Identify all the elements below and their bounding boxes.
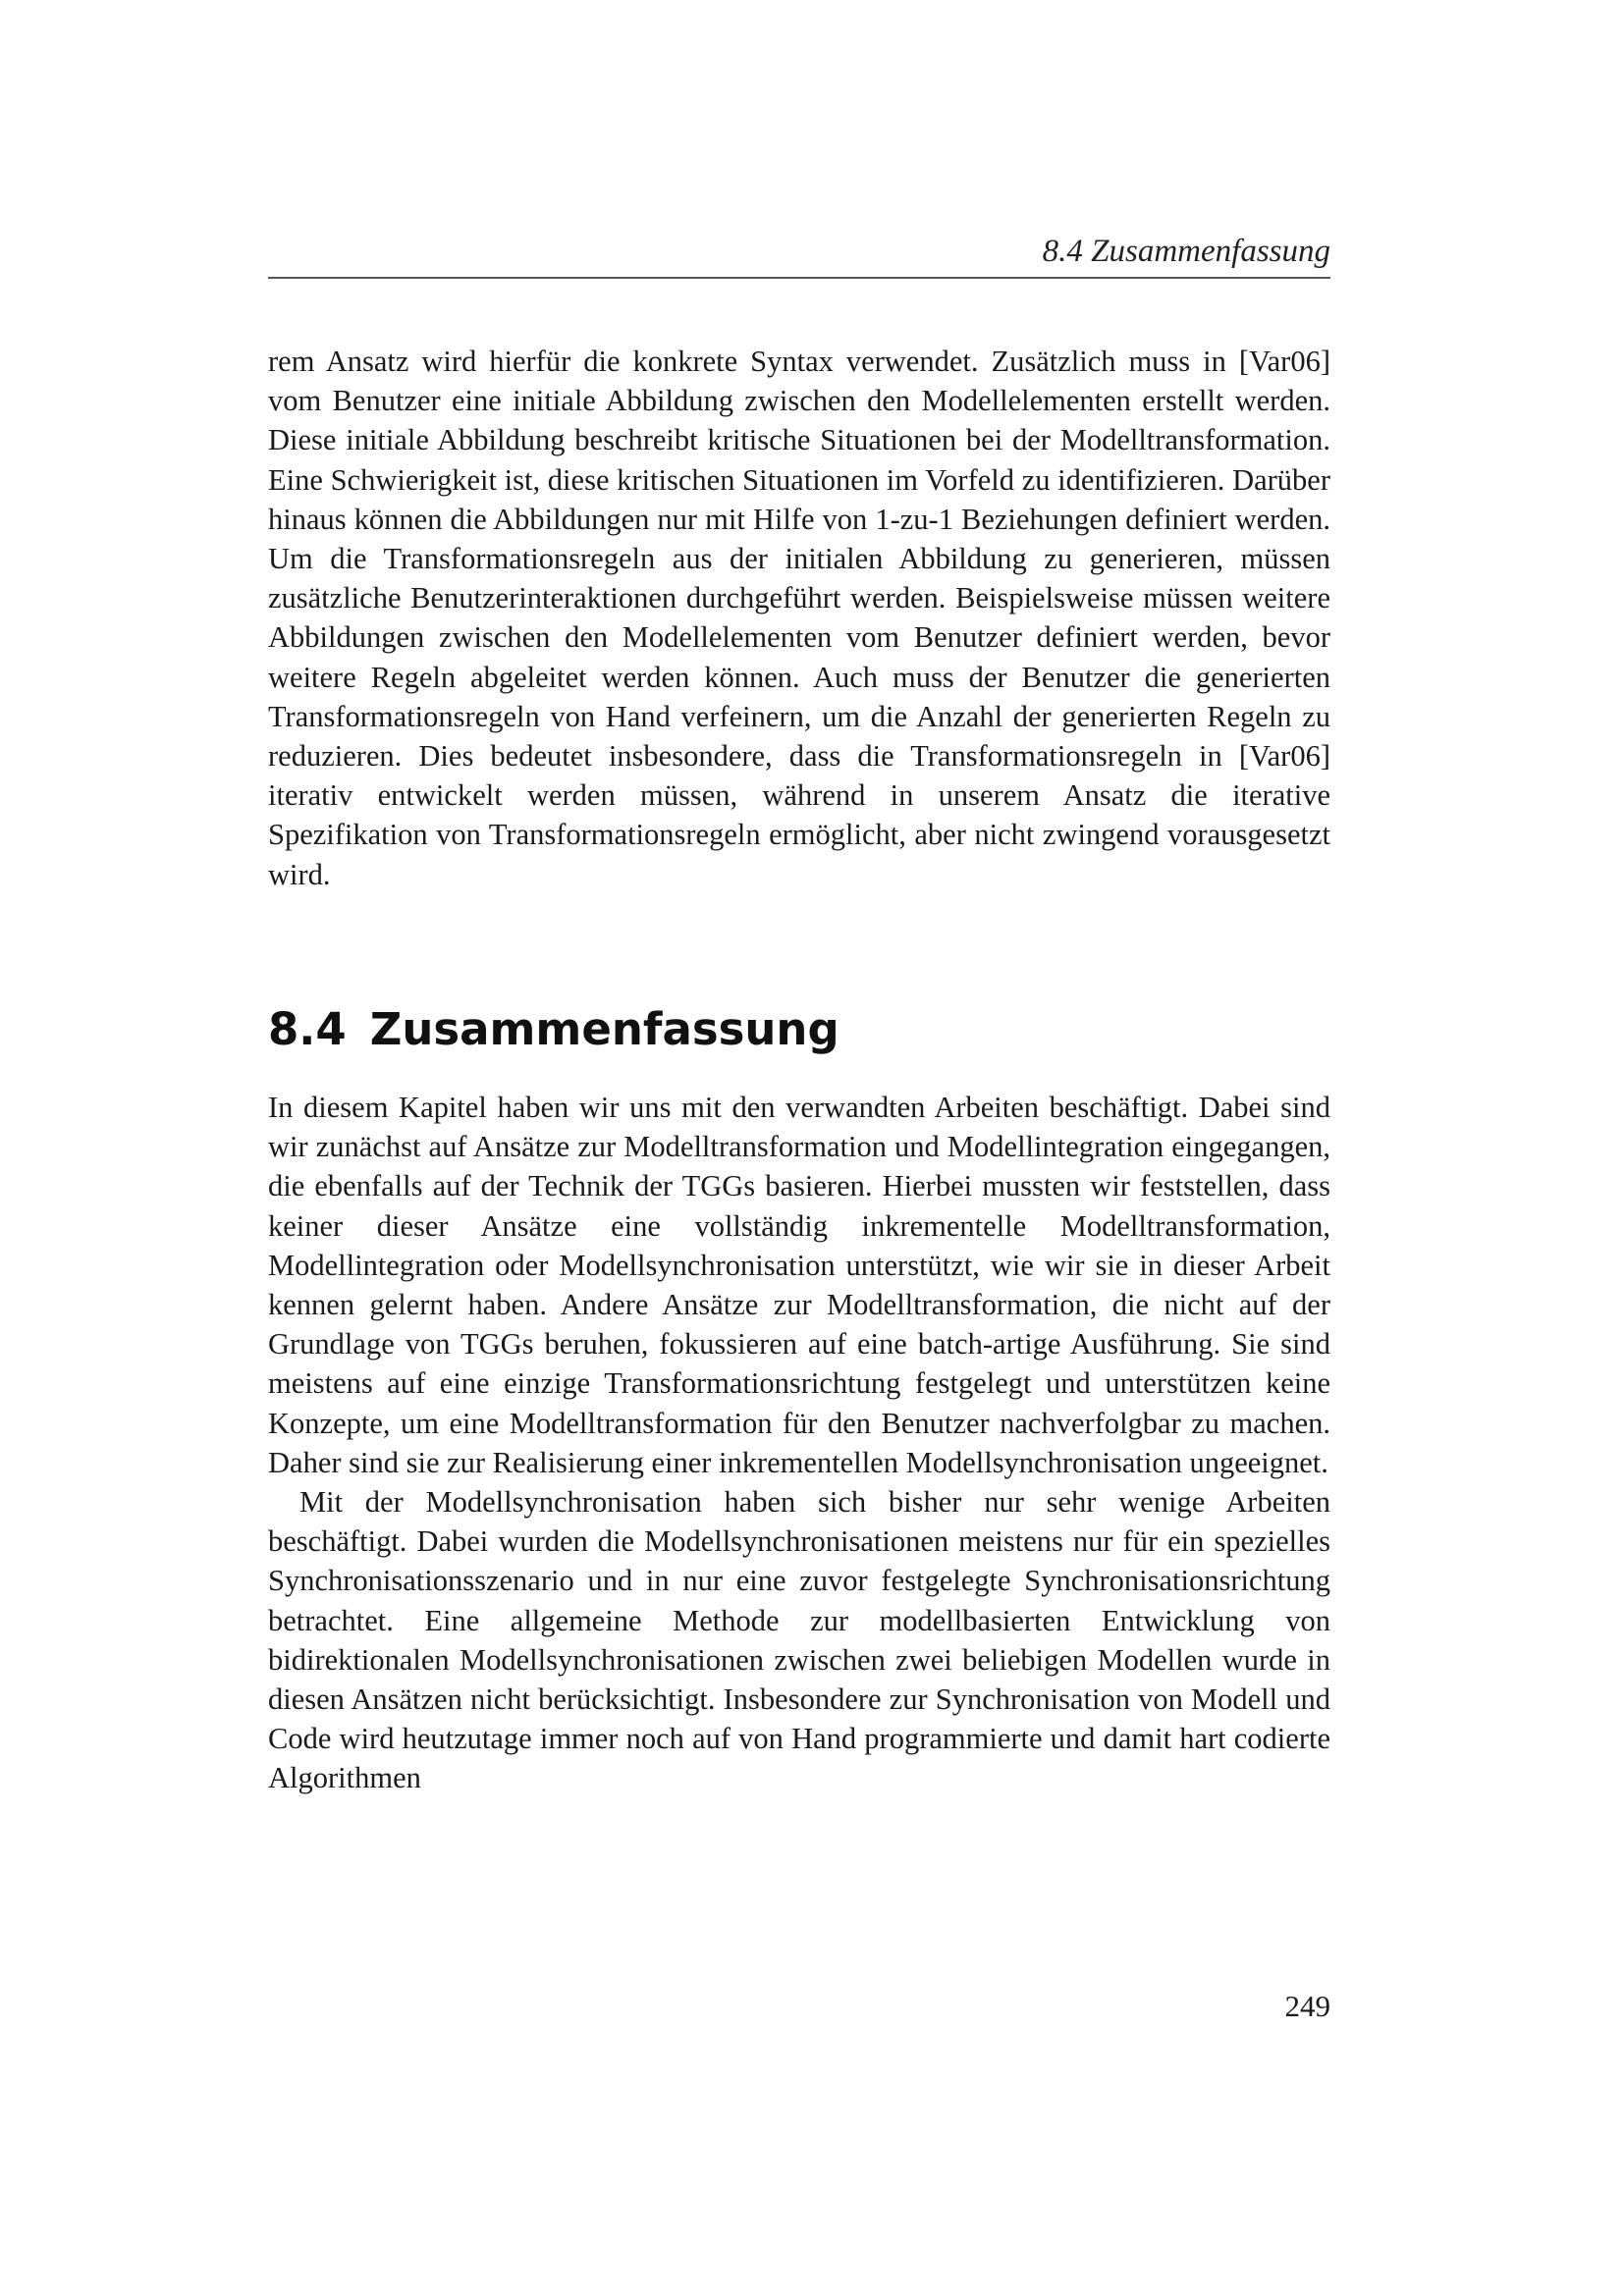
section-heading (268, 999, 1330, 1060)
page-number: 249 (1284, 1989, 1330, 2023)
summary-paragraph-1: In diesem Kapitel haben wir uns mit den verwandten Arbeiten beschäftigt. Dabei sind wir zunächst auf Ansätze zur Modelltransformation und Modellintegration eingegangen, die ebenfalls auf der Technik der TGGs basieren. Hierbei mussten wir feststellen, dass keiner dieser Ansätze eine vollständig inkrementelle Modelltransformation, Modellintegration oder Modellsynchronisation unterstützt, wie wir sie in dieser Arbeit kennen gelernt haben. Andere Ansätze zur Modelltransformation, die nicht auf der Grundlage von TGGs beruhen, fokussieren auf eine batch-artige Ausführung. Sie sind meistens auf eine einzige Transformationsrichtung festgelegt und unterstützen keine Konzepte, um eine Modelltransformation für den Benutzer nachverfolgbar zu machen. Daher sind sie zur Realisierung einer inkrementellen Modellsynchronisation ungeeignet. (268, 1091, 1330, 1479)
body-text-continuation (268, 342, 1330, 894)
section-title: Zusammenfassung (369, 1003, 839, 1055)
section-number: 8.4 (268, 1003, 347, 1055)
summary-paragraph-2: Mit der Modellsynchronisation haben sich bisher nur sehr wenige Arbeiten beschäftigt. Dabei wurden die Modellsynchronisationen meistens nur für ein spezielles Synchronisationsszenario und in nur eine zuvor festgelegte Synchronisationsrichtung betrachtet. Eine allgemeine Methode zur modellbasierten Entwicklung von bidirektionalen Modellsynchronisationen zwischen zwei beliebigen Modellen wurde in diesen Ansätzen nicht berücksichtigt. Insbesondere zur Synchronisation von Modell und Code wird heutzutage immer noch auf von Hand programmierte und damit hart codierte Algorithmen (268, 1485, 1330, 1795)
running-header (268, 234, 1330, 279)
running-header-title: 8.4 Zusammenfassung (1042, 234, 1330, 269)
paragraph-continuation: rem Ansatz wird hierfür die konkrete Syntax verwendet. Zusätzlich muss in [Var06] vom Benutzer eine initiale Abbildung zwischen den Modellelementen erstellt werden. Diese initiale Abbildung beschreibt kritische Situationen bei der Modelltransformation. Eine Schwierigkeit ist, diese kritischen Situationen im Vorfeld zu identifizieren. Darüber hinaus können die Abbildungen nur mit Hilfe von 1-zu-1 Beziehungen definiert werden. Um die Transformationsregeln aus der initialen Abbildung zu generieren, müssen zusätzliche Benutzerinteraktionen durchgeführt werden. Beispielsweise müssen weitere Abbildungen zwischen den Modellelementen vom Benutzer definiert werden, bevor weitere Regeln abgeleitet werden können. Auch muss der Benutzer die generierten Transformationsregeln von Hand verfeinern, um die Anzahl der generierten Regeln zu reduzieren. Dies bedeutet insbesondere, dass die Transformationsregeln in [Var06] iterativ entwickelt werden müssen, während in unserem Ansatz die iterative Spezifikation von Transformationsregeln ermöglicht, aber nicht zwingend vorausgesetzt wird. (268, 345, 1330, 891)
section-body (268, 1088, 1330, 1798)
